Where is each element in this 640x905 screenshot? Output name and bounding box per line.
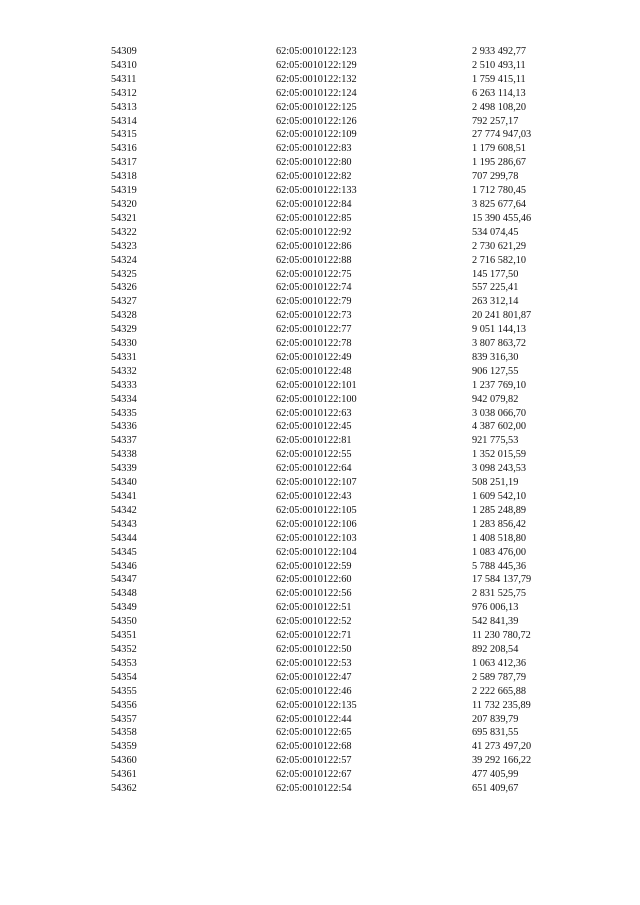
table-row: [0, 671, 640, 685]
row-number: 54334: [111, 393, 137, 405]
cadastral-number: 62:05:0010122:45: [276, 421, 352, 433]
row-number: 54315: [111, 129, 137, 141]
table-row: [0, 323, 640, 337]
row-number: 54329: [111, 324, 137, 336]
table-row: [0, 156, 640, 170]
cadastral-value: 651 409,67: [472, 783, 519, 795]
row-number: 54320: [111, 198, 137, 210]
table-row: [0, 740, 640, 754]
cadastral-number: 62:05:0010122:106: [276, 518, 357, 530]
table-row: [0, 240, 640, 254]
cadastral-value: 542 841,39: [472, 616, 519, 628]
cadastral-value: 41 273 497,20: [472, 741, 532, 753]
cadastral-number: 62:05:0010122:105: [276, 504, 357, 516]
cadastral-number: 62:05:0010122:92: [276, 226, 352, 238]
cadastral-value: 2 589 787,79: [472, 671, 527, 683]
cadastral-value: 5 788 445,36: [472, 560, 527, 572]
table-row: [0, 254, 640, 268]
row-number: 54333: [111, 379, 137, 391]
row-number: 54336: [111, 421, 137, 433]
cadastral-number: 62:05:0010122:82: [276, 171, 352, 183]
cadastral-value: 20 241 801,87: [472, 310, 532, 322]
row-number: 54318: [111, 171, 137, 183]
table-row: [0, 601, 640, 615]
cadastral-number: 62:05:0010122:79: [276, 296, 352, 308]
cadastral-number: 62:05:0010122:60: [276, 574, 352, 586]
table-row: [0, 407, 640, 421]
table-row: [0, 685, 640, 699]
cadastral-value: 3 098 243,53: [472, 463, 527, 475]
table-row: [0, 87, 640, 101]
row-number: 54326: [111, 282, 137, 294]
table-row: [0, 573, 640, 587]
cadastral-value: 4 387 602,00: [472, 421, 527, 433]
cadastral-number: 62:05:0010122:68: [276, 741, 352, 753]
cadastral-value: 1 609 542,10: [472, 491, 527, 502]
row-number: 54344: [111, 532, 137, 544]
cadastral-value: 557 225,41: [472, 282, 519, 294]
cadastral-number: 62:05:0010122:80: [276, 157, 352, 169]
cadastral-value: 27 774 947,03: [472, 129, 532, 141]
cadastral-value: 2 510 493,11: [472, 59, 526, 71]
table-row: [0, 337, 640, 351]
table-row: [0, 59, 640, 73]
cadastral-number: 62:05:0010122:51: [276, 602, 352, 614]
cadastral-number: 62:05:0010122:132: [276, 73, 357, 85]
row-number: 54311: [111, 73, 137, 85]
row-number: 54357: [111, 713, 137, 725]
cadastral-number: 62:05:0010122:56: [276, 588, 352, 600]
cadastral-value: 792 257,17: [472, 115, 519, 127]
cadastral-value: 2 730 621,29: [472, 240, 527, 252]
cadastral-value: 1 285 248,89: [472, 504, 527, 516]
table-row: [0, 268, 640, 282]
table-row: [0, 532, 640, 546]
table-row: [0, 504, 640, 518]
table-row: [0, 629, 640, 643]
cadastral-value: 2 831 525,75: [472, 588, 527, 600]
cadastral-value: 17 584 137,79: [472, 574, 532, 586]
table-row: [0, 713, 640, 727]
row-number: 54354: [111, 671, 137, 683]
cadastral-number: 62:05:0010122:78: [276, 338, 352, 350]
row-number: 54346: [111, 560, 137, 572]
row-number: 54345: [111, 546, 137, 558]
row-number: 54309: [111, 46, 137, 57]
cadastral-number: 62:05:0010122:55: [276, 449, 352, 461]
row-number: 54327: [111, 296, 137, 308]
cadastral-number: 62:05:0010122:59: [276, 560, 352, 572]
table-row: [0, 754, 640, 768]
cadastral-number: 62:05:0010122:100: [276, 393, 357, 405]
cadastral-number: 62:05:0010122:43: [276, 491, 352, 502]
table-row: [0, 434, 640, 448]
cadastral-value: 1 083 476,00: [472, 546, 527, 558]
cadastral-number: 62:05:0010122:109: [276, 129, 357, 141]
cadastral-number: 62:05:0010122:84: [276, 198, 352, 210]
cadastral-number: 62:05:0010122:101: [276, 379, 357, 391]
row-number: 54362: [111, 783, 137, 795]
row-number: 54337: [111, 435, 137, 447]
cadastral-value: 3 807 863,72: [472, 338, 527, 350]
cadastral-value: 6 263 114,13: [472, 87, 526, 99]
cadastral-value: 2 498 108,20: [472, 101, 527, 113]
row-number: 54343: [111, 518, 137, 530]
table-row: [0, 546, 640, 560]
table-row: [0, 490, 640, 504]
row-number: 54312: [111, 87, 137, 99]
cadastral-number: 62:05:0010122:107: [276, 477, 357, 489]
row-number: 54328: [111, 310, 137, 322]
cadastral-value: 1 237 769,10: [472, 379, 527, 391]
table-row: [0, 198, 640, 212]
row-number: 54347: [111, 574, 137, 586]
row-number: 54325: [111, 268, 137, 280]
row-number: 54348: [111, 588, 137, 600]
row-number: 54355: [111, 685, 137, 697]
cadastral-number: 62:05:0010122:65: [276, 727, 352, 739]
cadastral-value: 942 079,82: [472, 393, 519, 405]
cadastral-number: 62:05:0010122:63: [276, 407, 352, 419]
cadastral-value: 707 299,78: [472, 171, 519, 183]
table-row: [0, 73, 640, 87]
table-row: [0, 615, 640, 629]
table-row: [0, 184, 640, 198]
table-row: [0, 462, 640, 476]
row-number: 54324: [111, 254, 137, 266]
table-row: [0, 365, 640, 379]
table-row: [0, 115, 640, 129]
cadastral-number: 62:05:0010122:44: [276, 713, 352, 725]
cadastral-value: 906 127,55: [472, 365, 519, 377]
row-number: 54341: [111, 491, 137, 502]
cadastral-value: 1 408 518,80: [472, 532, 527, 544]
cadastral-number: 62:05:0010122:129: [276, 59, 357, 71]
cadastral-number: 62:05:0010122:52: [276, 616, 352, 628]
table-row: [0, 281, 640, 295]
cadastral-value: 11 230 780,72: [472, 630, 531, 642]
table-row: [0, 518, 640, 532]
cadastral-number: 62:05:0010122:75: [276, 268, 352, 280]
cadastral-value: 2 222 665,88: [472, 685, 527, 697]
cadastral-value: 508 251,19: [472, 477, 519, 489]
table-row: [0, 393, 640, 407]
row-number: 54340: [111, 477, 137, 489]
row-number: 54322: [111, 226, 137, 238]
table-body: [0, 45, 640, 796]
row-number: 54351: [111, 630, 137, 642]
cadastral-value: 976 006,13: [472, 602, 519, 614]
table-row: [0, 726, 640, 740]
cadastral-number: 62:05:0010122:125: [276, 101, 357, 113]
cadastral-number: 62:05:0010122:57: [276, 755, 352, 767]
cadastral-value: 1 063 412,36: [472, 657, 527, 669]
row-number: 54330: [111, 338, 137, 350]
table-row: [0, 587, 640, 601]
row-number: 54359: [111, 741, 137, 753]
row-number: 54319: [111, 185, 137, 197]
cadastral-number: 62:05:0010122:77: [276, 324, 352, 336]
table-row: [0, 226, 640, 240]
cadastral-number: 62:05:0010122:50: [276, 643, 352, 655]
cadastral-number: 62:05:0010122:81: [276, 435, 352, 447]
cadastral-number: 62:05:0010122:49: [276, 351, 352, 363]
row-number: 54313: [111, 101, 137, 113]
cadastral-value: 1 352 015,59: [472, 449, 527, 461]
cadastral-value: 921 775,53: [472, 435, 519, 447]
row-number: 54353: [111, 657, 137, 669]
row-number: 54338: [111, 449, 137, 461]
cadastral-number: 62:05:0010122:74: [276, 282, 352, 294]
table-row: [0, 420, 640, 434]
cadastral-number: 62:05:0010122:126: [276, 115, 357, 127]
table-row: [0, 351, 640, 365]
cadastral-value: 534 074,45: [472, 226, 519, 238]
row-number: 54349: [111, 602, 137, 614]
table-row: [0, 768, 640, 782]
cadastral-number: 62:05:0010122:133: [276, 185, 357, 197]
cadastral-value: 892 208,54: [472, 643, 519, 655]
table-row: [0, 142, 640, 156]
table-row: [0, 699, 640, 713]
cadastral-value: 1 179 608,51: [472, 143, 527, 155]
cadastral-number: 62:05:0010122:71: [276, 630, 352, 642]
row-number: 54331: [111, 351, 137, 363]
cadastral-value: 2 716 582,10: [472, 254, 527, 266]
table-row: [0, 212, 640, 226]
table-row: [0, 170, 640, 184]
cadastral-number: 62:05:0010122:123: [276, 46, 357, 57]
table-row: [0, 379, 640, 393]
cadastral-value: 695 831,55: [472, 727, 519, 739]
table-row: [0, 128, 640, 142]
cadastral-value: 1 195 286,67: [472, 157, 527, 169]
cadastral-number: 62:05:0010122:104: [276, 546, 357, 558]
row-number: 54323: [111, 240, 137, 252]
cadastral-number: 62:05:0010122:124: [276, 87, 357, 99]
table-row: [0, 101, 640, 115]
cadastral-value: 263 312,14: [472, 296, 519, 308]
cadastral-value: 1 283 856,42: [472, 518, 527, 530]
row-number: 54317: [111, 157, 137, 169]
table-row: [0, 782, 640, 796]
table-row: [0, 476, 640, 490]
row-number: 54321: [111, 212, 137, 224]
row-number: 54332: [111, 365, 137, 377]
row-number: 54342: [111, 504, 137, 516]
cadastral-number: 62:05:0010122:67: [276, 769, 352, 781]
row-number: 54339: [111, 463, 137, 475]
cadastral-number: 62:05:0010122:47: [276, 671, 352, 683]
cadastral-number: 62:05:0010122:53: [276, 657, 352, 669]
cadastral-value: 3 038 066,70: [472, 407, 527, 419]
cadastral-value: 39 292 166,22: [472, 755, 532, 767]
cadastral-value: 9 051 144,13: [472, 324, 527, 336]
row-number: 54352: [111, 643, 137, 655]
row-number: 54356: [111, 699, 137, 711]
table-row: [0, 309, 640, 323]
row-number: 54360: [111, 755, 137, 767]
cadastral-number: 62:05:0010122:73: [276, 310, 352, 322]
cadastral-value: 3 825 677,64: [472, 198, 527, 210]
row-number: 54361: [111, 769, 137, 781]
cadastral-value: 2 933 492,77: [472, 46, 527, 57]
row-number: 54316: [111, 143, 137, 155]
cadastral-value: 145 177,50: [472, 268, 519, 280]
cadastral-number: 62:05:0010122:46: [276, 685, 352, 697]
table-row: [0, 45, 640, 59]
cadastral-number: 62:05:0010122:88: [276, 254, 352, 266]
cadastral-number: 62:05:0010122:86: [276, 240, 352, 252]
row-number: 54350: [111, 616, 137, 628]
cadastral-number: 62:05:0010122:103: [276, 532, 357, 544]
cadastral-value: 1 712 780,45: [472, 185, 527, 197]
cadastral-number: 62:05:0010122:83: [276, 143, 352, 155]
cadastral-number: 62:05:0010122:48: [276, 365, 352, 377]
table-row: [0, 560, 640, 574]
table-row: [0, 448, 640, 462]
cadastral-number: 62:05:0010122:135: [276, 699, 357, 711]
table-row: [0, 295, 640, 309]
cadastral-value: 839 316,30: [472, 351, 519, 363]
cadastral-value: 15 390 455,46: [472, 212, 532, 224]
cadastral-value: 1 759 415,11: [472, 73, 526, 85]
cadastral-value: 207 839,79: [472, 713, 519, 725]
row-number: 54358: [111, 727, 137, 739]
cadastral-value: 477 405,99: [472, 769, 519, 781]
row-number: 54314: [111, 115, 137, 127]
cadastral-number: 62:05:0010122:85: [276, 212, 352, 224]
row-number: 54335: [111, 407, 137, 419]
cadastral-number: 62:05:0010122:54: [276, 783, 352, 795]
table-row: [0, 657, 640, 671]
cadastral-value: 11 732 235,89: [472, 699, 531, 711]
row-number: 54310: [111, 59, 137, 71]
table-row: [0, 643, 640, 657]
cadastral-number: 62:05:0010122:64: [276, 463, 352, 475]
